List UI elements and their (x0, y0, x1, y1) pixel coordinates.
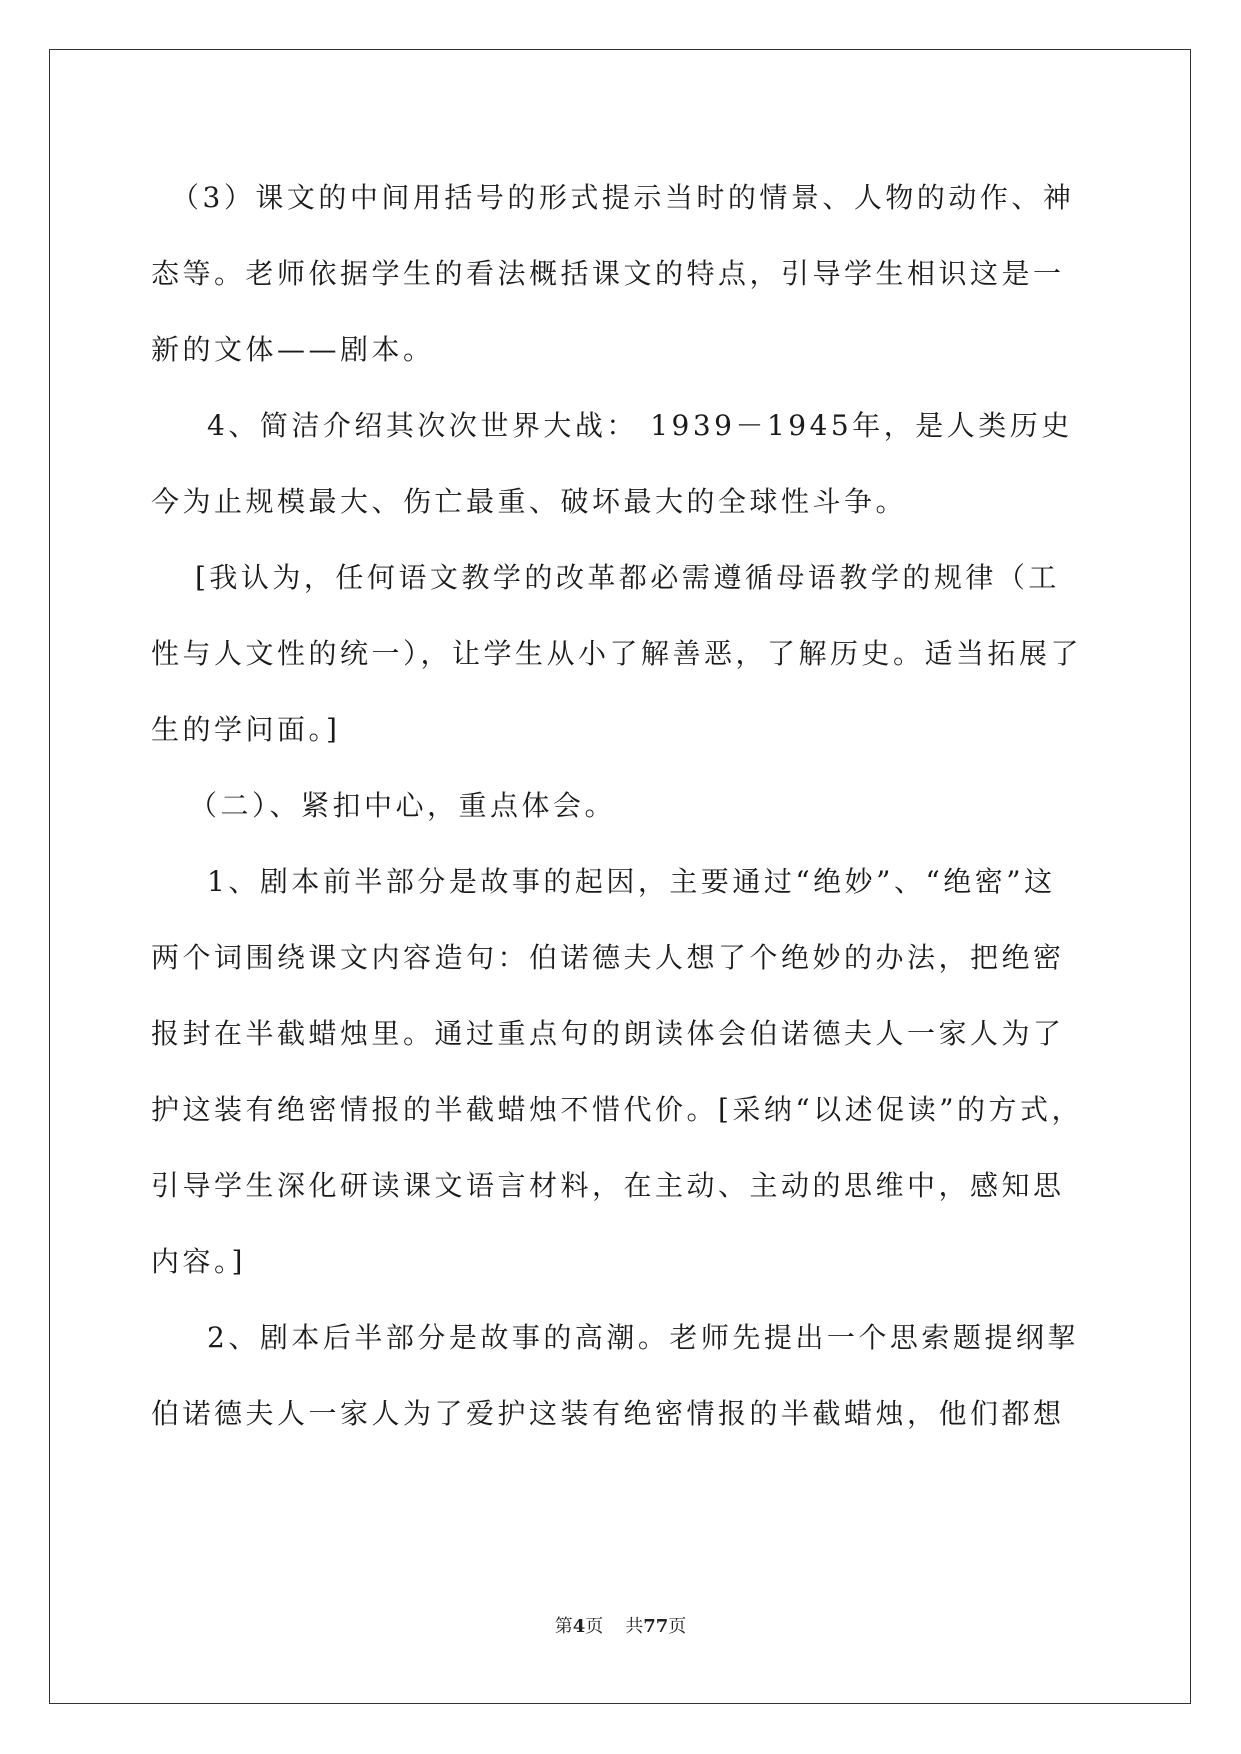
text-line (151, 388, 1091, 464)
line-text: 引导学生深化研读课文语言材料，在主动、主动的思维中，感知思 (151, 1169, 1065, 1202)
page-number: 4 (572, 1616, 586, 1637)
text-line (151, 312, 1091, 388)
text-line (151, 692, 1091, 768)
line-text: 4、简洁介绍其次次世界大战： 1939－1945年，是人类历史 (207, 409, 1073, 442)
text-line (151, 844, 1091, 920)
total-suffix: 页 (668, 1616, 687, 1637)
text-line (151, 616, 1091, 692)
line-text: 护这装有绝密情报的半截蜡烛不惜代价。[采纳“以述促读”的方式， (151, 1093, 1084, 1126)
line-text: 伯诺德夫人一家人为了爱护这装有绝密情报的半截蜡烛，他们都想 (151, 1397, 1065, 1430)
line-text: 性与人文性的统一），让学生从小了解善恶，了解历史。适当拓展了 (151, 637, 1083, 670)
text-line (151, 768, 1091, 844)
page-prefix: 第 (554, 1616, 573, 1637)
line-text: 1、剧本前半部分是故事的起因，主要通过“绝妙”、“绝密”这 (207, 865, 1056, 898)
line-text: 态等。老师依据学生的看法概括课文的特点，引导学生相识这是一 (151, 257, 1065, 290)
line-text: （二）、紧扣中心，重点体会。 (189, 789, 617, 822)
total-prefix: 共 (625, 1616, 644, 1637)
text-line (151, 1072, 1091, 1148)
text-line (151, 1148, 1091, 1224)
line-text: 新的文体——剧本。 (151, 333, 435, 366)
text-line (151, 160, 1091, 236)
page-footer (0, 1612, 1241, 1638)
page-suffix: 页 (585, 1616, 604, 1637)
text-line (151, 540, 1091, 616)
text-line (151, 236, 1091, 312)
line-text: 报封在半截蜡烛里。通过重点句的朗读体会伯诺德夫人一家人为了 (151, 1017, 1065, 1050)
line-text: （3）课文的中间用括号的形式提示当时的情景、人物的动作、神 (171, 181, 1075, 214)
line-text: 今为止规模最大、伤亡最重、破坏最大的全球性斗争。 (151, 485, 908, 518)
text-line (151, 1376, 1091, 1452)
text-line (151, 1300, 1091, 1376)
text-line (151, 464, 1091, 540)
line-text: 2、剧本后半部分是故事的高潮。老师先提出一个思索题提纲挈 (207, 1321, 1079, 1354)
text-line (151, 920, 1091, 996)
line-text: [我认为，任何语文教学的改革都必需遵循母语教学的规律（工 (195, 561, 1060, 594)
total-pages: 77 (643, 1616, 669, 1637)
line-text: 内容。] (151, 1245, 246, 1278)
line-text: 生的学问面。] (151, 713, 341, 746)
document-body (151, 160, 1091, 1452)
text-line (151, 1224, 1091, 1300)
line-text: 两个词围绕课文内容造句：伯诺德夫人想了个绝妙的办法，把绝密 (151, 941, 1065, 974)
text-line (151, 996, 1091, 1072)
